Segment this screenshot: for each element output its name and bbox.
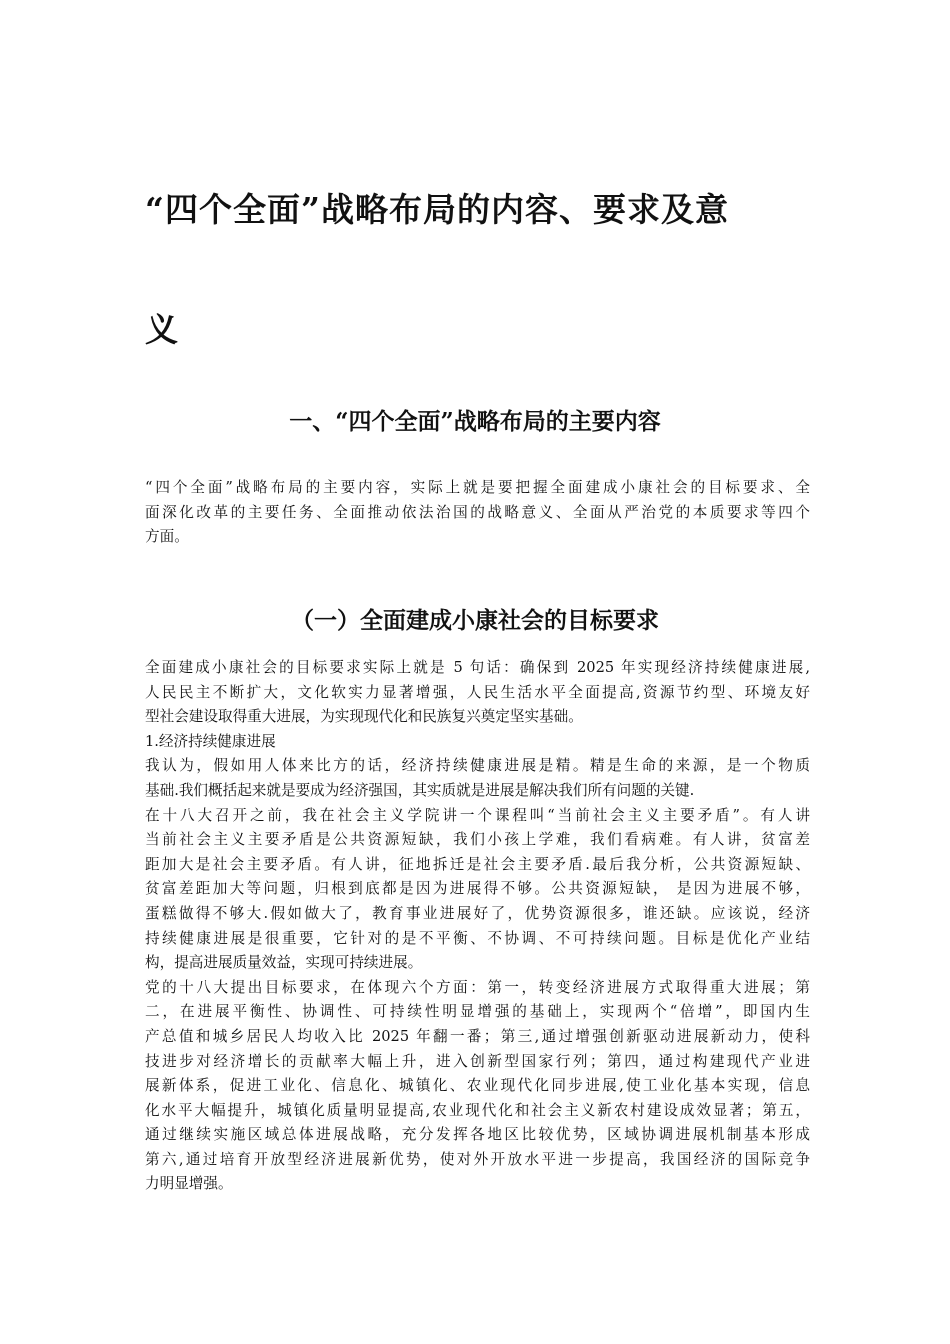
text-line: 全面建成小康社会的目标要求实际上就是 5 句话：确保到 2025 年实现经济持续健康进展, xyxy=(145,659,810,676)
text-line: 方面。 xyxy=(145,528,189,546)
text-line: 蛋糕做得不够大.假如做大了，教育事业进展好了，优势资源很多，谁还缺。应该说，经济 xyxy=(145,904,810,922)
text-line: 力明显增强。 xyxy=(145,1175,233,1193)
text-line: 持续健康进展是很重要，它针对的是不平衡、不协调、不可持续问题。目标是优化产业结 xyxy=(145,929,810,947)
text-line: 技进步对经济增长的贡献率大幅上升，进入创新型国家行列；第四，通过构建现代产业进 xyxy=(145,1052,810,1070)
text-line: 贫富差距加大等问题，归根到底都是因为进展得不够。公共资源短缺， 是因为进展不够， xyxy=(145,880,810,898)
subsection-heading: （一）全面建成小康社会的目标要求 xyxy=(291,607,659,634)
text-line: “四个全面”战略布局的主要内容，实际上就是要把握全面建成小康社会的目标要求、全 xyxy=(145,479,810,496)
text-line: 型社会建设取得重大进展，为实现现代化和民族复兴奠定坚实基础。 xyxy=(145,708,583,726)
document-title-line: 义 xyxy=(145,310,179,349)
intro-paragraph xyxy=(145,476,810,550)
text-line: 通过继续实施区域总体进展战略，充分发挥各地区比较优势，区域协调进展机制基本形成 xyxy=(145,1126,810,1144)
text-line: 化水平大幅提升，城镇化质量明显提高,农业现代化和社会主义新农村建设成效显著；第五， xyxy=(145,1101,810,1119)
text-line: 第六,通过培育开放型经济进展新优势，使对外开放水平进一步提高，我国经济的国际竞争 xyxy=(145,1150,810,1168)
text-line: 产总值和城乡居民人均收入比 2025 年翻一番；第三,通过增强创新驱动进展新动力，使科 xyxy=(145,1027,810,1045)
body-text xyxy=(145,656,810,1197)
text-line: 距加大是社会主要矛盾。有人讲，征地拆迁是社会主要矛盾.最后我分析，公共资源短缺、 xyxy=(145,855,810,873)
document-title xyxy=(145,150,815,390)
text-line: 我认为，假如用人体来比方的话，经济持续健康进展是精。精是生命的来源，是一个物质 xyxy=(145,757,810,775)
section-heading: 一、“四个全面”战略布局的主要内容 xyxy=(289,408,661,435)
text-line: 在十八大召开之前，我在社会主义学院讲一个课程叫“当前社会主义主要矛盾”。有人讲 xyxy=(145,806,810,824)
list-item-heading: 1.经济持续健康进展 xyxy=(145,732,276,750)
text-line: 当前社会主义主要矛盾是公共资源短缺，我们小孩上学难，我们看病难。有人讲，贫富差 xyxy=(145,831,810,849)
text-line: 二，在进展平衡性、协调性、可持续性明显增强的基础上，实现两个“倍增”，即国内生 xyxy=(145,1003,810,1021)
text-line: 面深化改革的主要任务、全面推动依法治国的战略意义、全面从严治党的本质要求等四个 xyxy=(145,503,810,521)
document-title-line: “四个全面”战略布局的内容、要求及意 xyxy=(145,190,729,229)
text-line: 展新体系，促进工业化、信息化、城镇化、农业现代化同步进展,使工业化基本实现，信息 xyxy=(145,1077,810,1095)
text-line: 人民民主不断扩大，文化软实力显著增强，人民生活水平全面提高,资源节约型、环境友好 xyxy=(145,683,810,701)
text-line: 党的十八大提出目标要求，在体现六个方面：第一，转变经济进展方式取得重大进展；第 xyxy=(145,978,810,996)
text-line: 基础.我们概括起来就是要成为经济强国，其实质就是进展是解决我们所有问题的关键. xyxy=(145,781,695,799)
text-line: 构，提高进展质量效益，实现可持续进展。 xyxy=(145,954,423,972)
